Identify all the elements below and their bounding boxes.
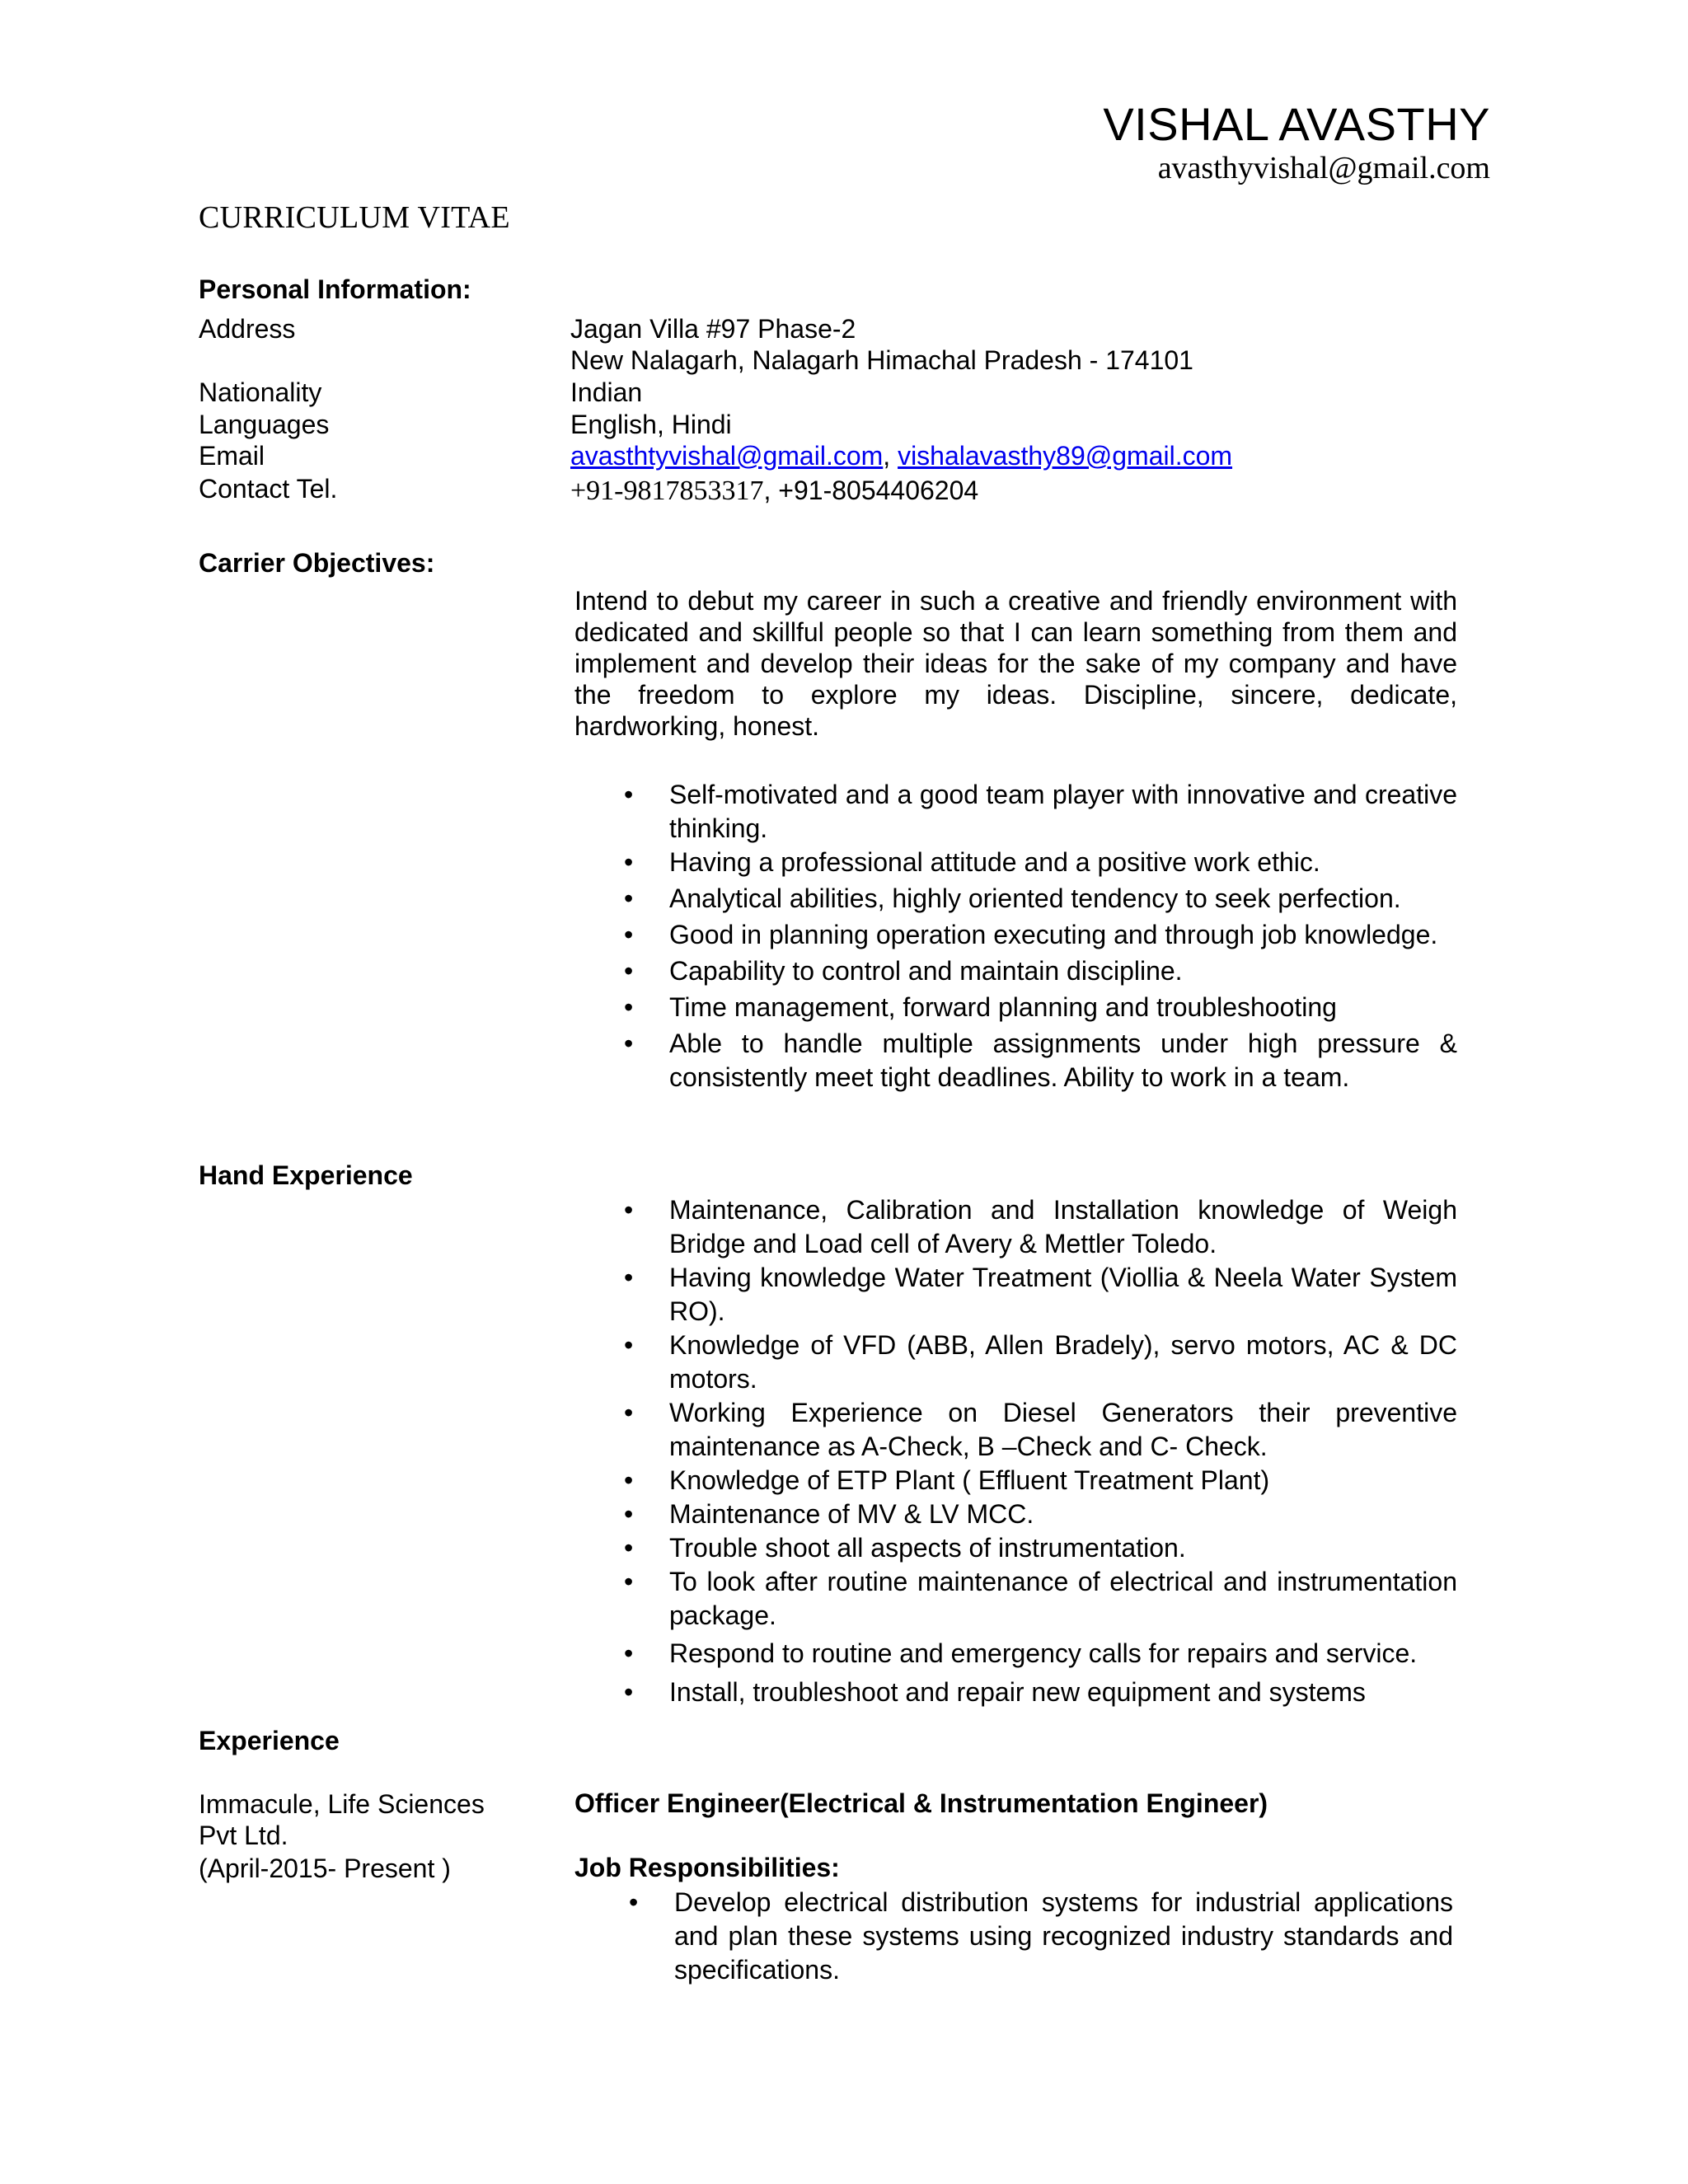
hand-experience-bullet-text: To look after routine maintenance of electrical and instrumentation package. [669,1567,1457,1630]
job-role: Officer Engineer(Electrical & Instrumentation Engineer) [574,1788,1268,1818]
phone-1: +91-9817853317 [570,476,764,506]
hand-experience-bullet-text: Maintenance, Calibration and Installation knowledge of Weigh Bridge and Load cell of Avery & Mettler Toledo. [669,1195,1457,1258]
hand-experience-bullet-item [624,1531,1457,1565]
bullet-icon: • [624,780,634,809]
bullet-icon: • [624,883,634,913]
hand-experience-bullet-item [624,1675,1457,1709]
objective-bullet-item [624,918,1457,952]
languages-value: English, Hindi [570,410,732,439]
personal-info-heading: Personal Information: [199,274,471,304]
bullet-icon: • [624,1263,634,1292]
hand-experience-bullet-text: Respond to routine and emergency calls for repairs and service. [669,1638,1418,1668]
email-link-2[interactable]: vishalavasthy89@gmail.com [898,441,1233,471]
hand-experience-bullet-text: Install, troubleshoot and repair new equipment and systems [669,1677,1366,1707]
bullet-icon: • [624,1195,634,1225]
bullet-icon: • [624,920,634,949]
bullet-icon: • [624,1029,634,1058]
contact-label: Contact Tel. [199,474,338,504]
objective-bullet-item [624,954,1457,988]
address-line-1: Jagan Villa #97 Phase-2 [570,314,856,344]
hand-experience-bullet-text: Knowledge of ETP Plant ( Effluent Treatment Plant) [669,1465,1270,1495]
nationality-value: Indian [570,377,643,407]
hand-experience-bullet-text: Trouble shoot all aspects of instrumentation. [669,1533,1186,1563]
nationality-label: Nationality [199,377,322,407]
bullet-icon: • [624,1533,634,1563]
responsibility-bullet-text: Develop electrical distribution systems for industrial applications and plan these systems using recognized industry standards and specifications. [674,1887,1453,1985]
objective-bullet-item [624,846,1457,879]
objective-bullet-item [624,882,1457,916]
objective-bullet-text: Able to handle multiple assignments under high pressure & consistently meet tight deadlines. Ability to work in a team. [669,1029,1457,1092]
languages-label: Languages [199,410,330,439]
experience-heading: Experience [199,1726,340,1755]
bullet-icon: • [624,1465,634,1495]
bullet-icon: • [624,1567,634,1596]
objective-bullet-item [624,778,1457,846]
bullet-icon: • [624,1638,634,1668]
objectives-heading: Carrier Objectives: [199,548,435,578]
bullet-icon: • [624,1398,634,1427]
company-name-line-1: Immacule, Life Sciences [199,1789,485,1819]
hand-experience-bullet-text: Knowledge of VFD (ABB, Allen Bradely), servo motors, AC & DC motors. [669,1330,1457,1394]
email-separator: , [883,441,898,471]
hand-experience-bullet-item [624,1637,1457,1671]
email-link-1[interactable]: avasthtyvishal@gmail.com [570,441,884,471]
responsibilities-bullet-list [629,1886,1453,1987]
bullet-icon: • [624,1499,634,1529]
contact-values [570,475,978,507]
bullet-icon: • [624,1677,634,1707]
email-values [570,440,1232,471]
hand-experience-bullet-text: Maintenance of MV & LV MCC. [669,1499,1034,1529]
objective-bullet-text: Capability to control and maintain discipline. [669,956,1183,986]
email-label: Email [199,441,265,471]
objective-bullet-text: Self-motivated and a good team player with innovative and creative thinking. [669,780,1457,843]
objectives-paragraph: Intend to debut my career in such a creative and friendly environment with dedicated and skillful people so that I can learn something from them and implement and develop their ideas for the sake of my company and have the freedom to explore my ideas. Discipline, sincere, dedicate, hardworking, honest. [574,586,1457,741]
cv-title: CURRICULUM VITAE [199,200,510,235]
hand-experience-bullet-text: Working Experience on Diesel Generators their preventive maintenance as A-Check, B –Check and C- Check. [669,1398,1457,1461]
objective-bullet-text: Having a professional attitude and a positive work ethic. [669,847,1320,877]
hand-experience-bullet-item [624,1497,1457,1531]
bullet-icon: • [629,1887,639,1917]
address-label: Address [199,314,296,344]
candidate-name: VISHAL AVASTHY [1103,98,1490,150]
company-name-line-2: Pvt Ltd. [199,1821,288,1850]
employment-period: (April-2015- Present ) [199,1854,451,1883]
hand-experience-bullet-item [624,1464,1457,1497]
hand-experience-bullet-item [624,1193,1457,1261]
hand-experience-bullet-item [624,1396,1457,1464]
hand-experience-bullet-item [624,1261,1457,1329]
objective-bullet-text: Time management, forward planning and troubleshooting [669,992,1337,1022]
hand-experience-heading: Hand Experience [199,1160,413,1190]
hand-experience-bullet-item [624,1565,1457,1633]
address-line-2: New Nalagarh, Nalagarh Himachal Pradesh - 174101 [570,345,1193,375]
objective-bullet-item [624,991,1457,1024]
job-responsibilities-heading: Job Responsibilities: [574,1853,840,1882]
header-email: avasthyvishal@gmail.com [1157,151,1490,185]
objective-bullet-text: Analytical abilities, highly oriented tendency to seek perfection. [669,883,1401,913]
bullet-icon: • [624,847,634,877]
responsibility-bullet-item [629,1886,1453,1987]
bullet-icon: • [624,992,634,1022]
objective-bullet-item [624,1027,1457,1094]
phone-2: , +91-8054406204 [763,476,979,505]
hand-experience-bullet-text: Having knowledge Water Treatment (Viollia & Neela Water System RO). [669,1263,1457,1326]
bullet-icon: • [624,956,634,986]
bullet-icon: • [624,1330,634,1360]
hand-experience-bullet-list [624,1193,1457,1709]
objectives-bullet-list [624,778,1457,1094]
objective-bullet-text: Good in planning operation executing and through job knowledge. [669,920,1438,949]
hand-experience-bullet-item [624,1329,1457,1396]
